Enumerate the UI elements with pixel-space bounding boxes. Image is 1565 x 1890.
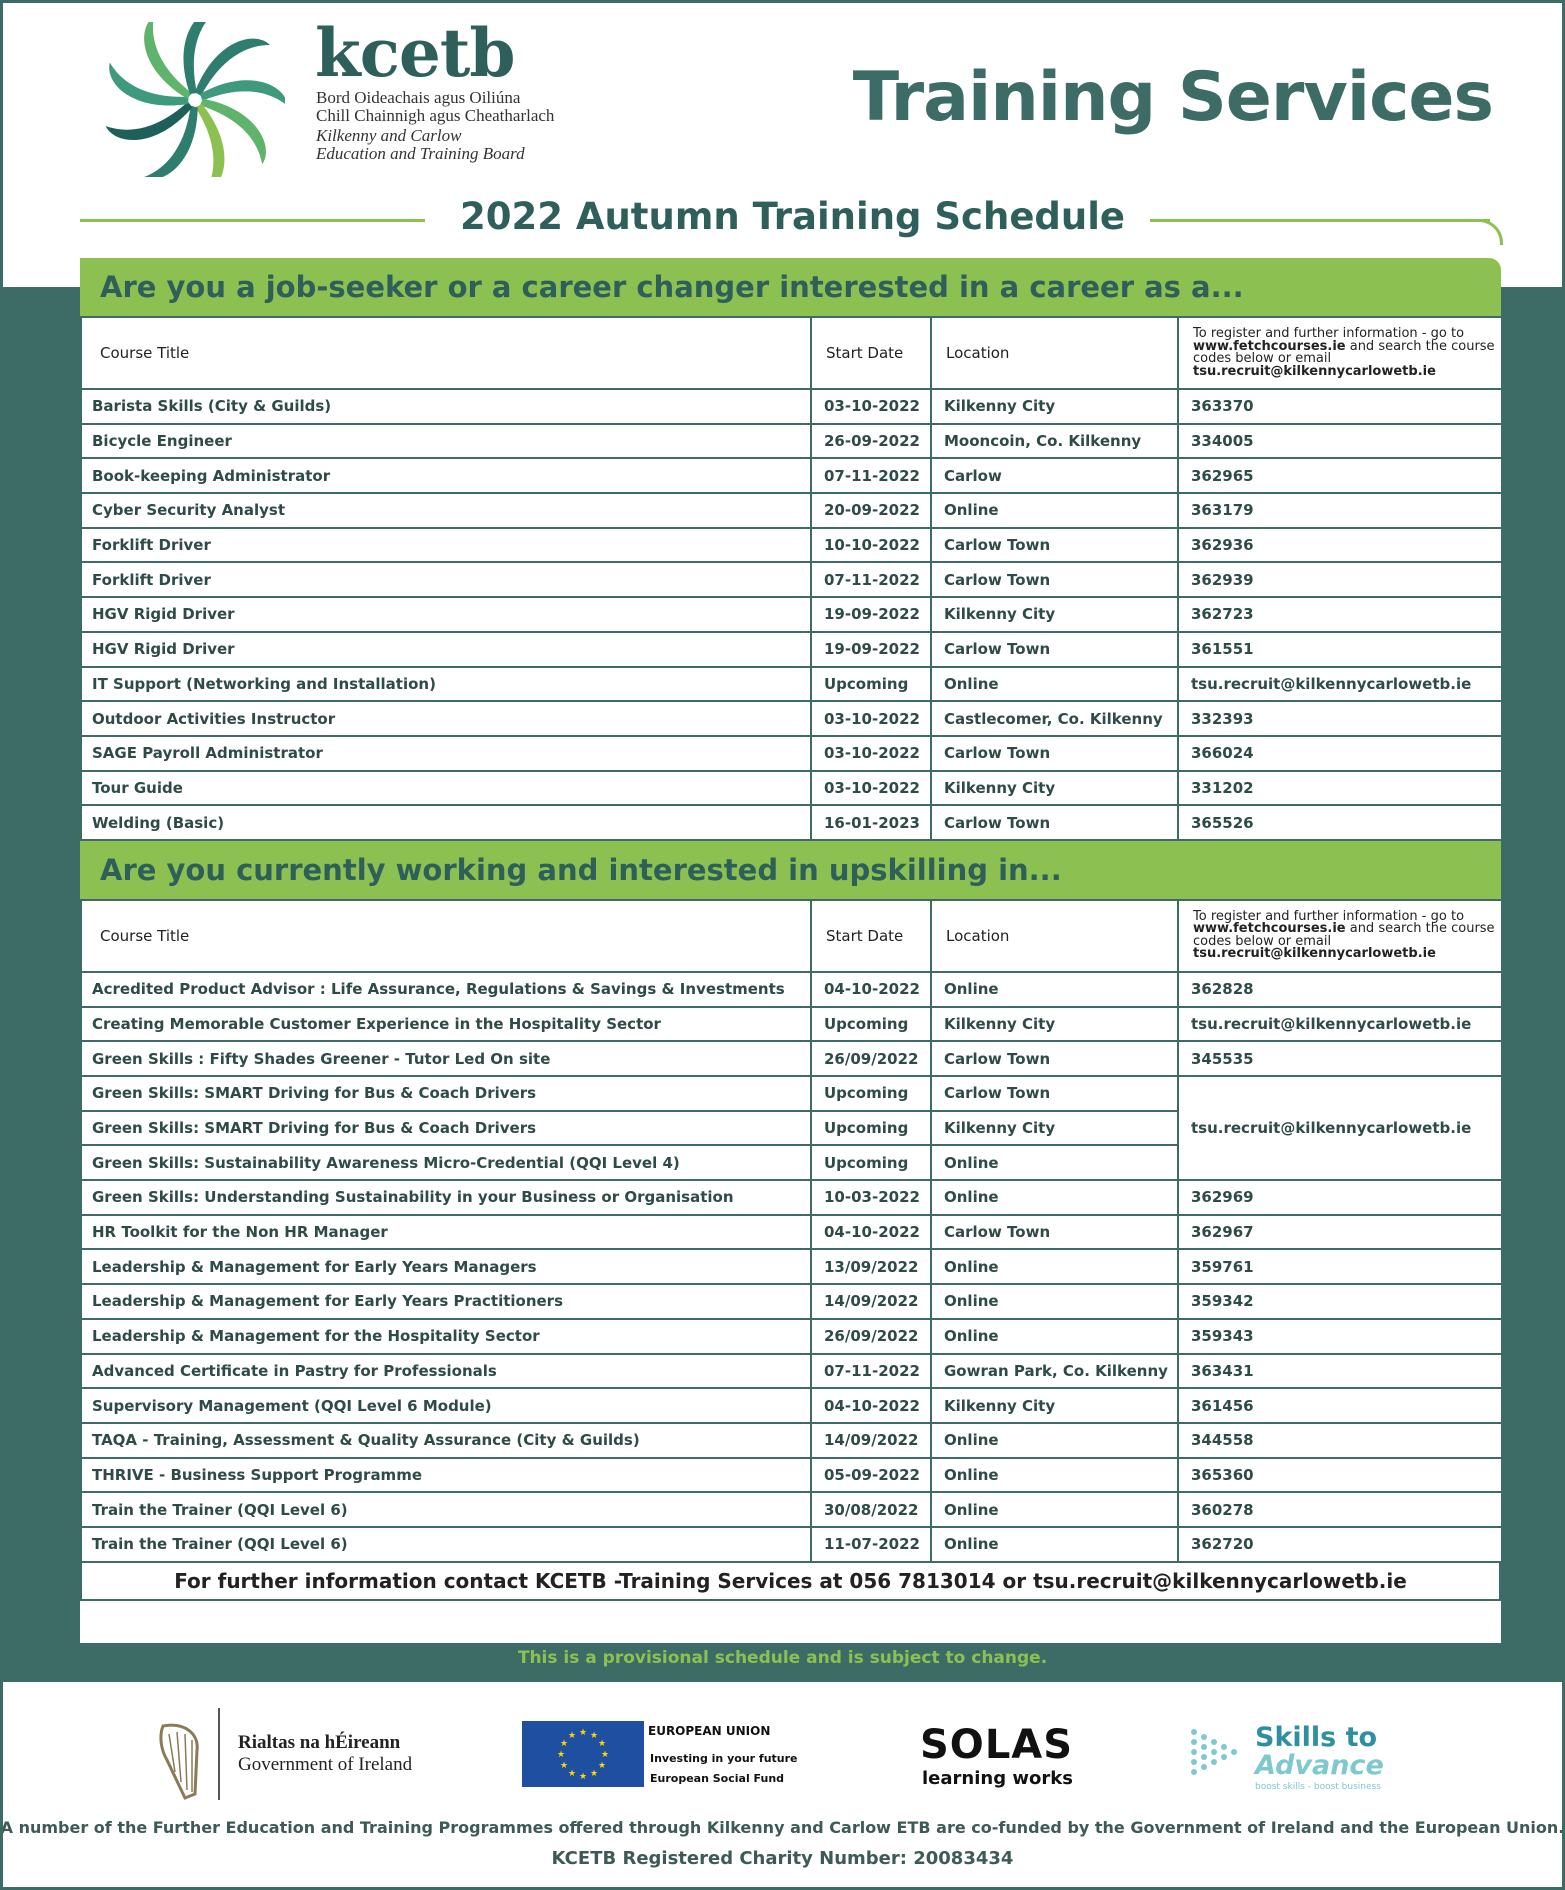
course-code-cell: tsu.recruit@kilkennycarlowetb.ie bbox=[1178, 1076, 1502, 1180]
svg-text:★: ★ bbox=[567, 1731, 577, 1741]
course-title-cell: HGV Rigid Driver bbox=[81, 632, 811, 667]
location-cell: Kilkenny City bbox=[931, 597, 1178, 632]
table-row bbox=[81, 667, 1502, 702]
subtitle-divider-right bbox=[1150, 219, 1490, 222]
table-row bbox=[81, 424, 1502, 459]
skills-to-advance-line-1: Skills to bbox=[1255, 1722, 1378, 1753]
svg-text:★: ★ bbox=[567, 1769, 577, 1779]
start-date-cell: 26/09/2022 bbox=[811, 1041, 931, 1076]
brand-english-line-1: Kilkenny and Carlow bbox=[316, 126, 462, 145]
skills-to-advance-line-2: Advance bbox=[1255, 1750, 1384, 1781]
column-course-title: Course Title bbox=[81, 317, 811, 389]
table-row bbox=[81, 1423, 1502, 1458]
svg-text:★: ★ bbox=[556, 1750, 566, 1760]
start-date-cell: Upcoming bbox=[811, 1076, 931, 1111]
gov-logo-divider bbox=[218, 1708, 220, 1800]
column-start-date: Start Date bbox=[811, 900, 931, 972]
location-cell: Online bbox=[931, 1284, 1178, 1319]
start-date-cell: 10-03-2022 bbox=[811, 1180, 931, 1215]
course-code-cell: 362720 bbox=[1178, 1527, 1502, 1562]
course-code-cell: 362723 bbox=[1178, 597, 1502, 632]
brand-name: kcetb bbox=[315, 14, 515, 92]
course-title-cell: Welding (Basic) bbox=[81, 805, 811, 840]
table-header-row bbox=[81, 900, 1502, 972]
location-cell: Carlow Town bbox=[931, 528, 1178, 563]
column-start-date: Start Date bbox=[811, 317, 931, 389]
table-row bbox=[81, 771, 1502, 806]
page-title: Training Services bbox=[852, 58, 1493, 137]
provisional-note: This is a provisional schedule and is subject to change. bbox=[517, 1648, 1048, 1668]
panel-bottom-gap bbox=[80, 1601, 1501, 1643]
table-row bbox=[81, 1284, 1502, 1319]
course-title-cell: Green Skills: SMART Driving for Bus & Coach Drivers bbox=[81, 1076, 811, 1111]
course-title-cell: THRIVE - Business Support Programme bbox=[81, 1458, 811, 1493]
jobseeker-courses-table bbox=[80, 316, 1503, 841]
start-date-cell: 14/09/2022 bbox=[811, 1423, 931, 1458]
table-row bbox=[81, 528, 1502, 563]
eu-title: EUROPEAN UNION bbox=[648, 1724, 771, 1738]
column-register-info bbox=[1178, 900, 1502, 972]
course-code-cell: tsu.recruit@kilkennycarlowetb.ie bbox=[1178, 1007, 1502, 1042]
column-location: Location bbox=[931, 317, 1178, 389]
course-code-cell: 361456 bbox=[1178, 1388, 1502, 1423]
table-row bbox=[81, 701, 1502, 736]
harp-icon bbox=[155, 1720, 203, 1800]
course-code-cell: 362965 bbox=[1178, 458, 1502, 493]
brand-irish-line-2: Chill Chainnigh agus Cheatharlach bbox=[316, 106, 555, 125]
course-title-cell: Barista Skills (City & Guilds) bbox=[81, 389, 811, 424]
start-date-cell: Upcoming bbox=[811, 667, 931, 702]
location-cell: Online bbox=[931, 667, 1178, 702]
table-row bbox=[81, 632, 1502, 667]
start-date-cell: 13/09/2022 bbox=[811, 1249, 931, 1284]
eu-flag-icon bbox=[522, 1721, 644, 1787]
course-code-cell: 366024 bbox=[1178, 736, 1502, 771]
course-code-cell: 359342 bbox=[1178, 1284, 1502, 1319]
register-website-link[interactable]: www.fetchcourses.ie bbox=[1193, 338, 1346, 354]
course-title-cell: Advanced Certificate in Pastry for Professionals bbox=[81, 1354, 811, 1389]
start-date-cell: 04-10-2022 bbox=[811, 1215, 931, 1250]
location-cell: Online bbox=[931, 1458, 1178, 1493]
course-code-cell: 334005 bbox=[1178, 424, 1502, 459]
location-cell: Gowran Park, Co. Kilkenny bbox=[931, 1354, 1178, 1389]
table-row bbox=[81, 972, 1502, 1007]
jobseeker-courses-body bbox=[81, 389, 1502, 840]
course-code-cell: 359343 bbox=[1178, 1319, 1502, 1354]
course-title-cell: Train the Trainer (QQI Level 6) bbox=[81, 1492, 811, 1527]
course-title-cell: Green Skills: SMART Driving for Bus & Coach Drivers bbox=[81, 1111, 811, 1146]
course-title-cell: Leadership & Management for the Hospitality Sector bbox=[81, 1319, 811, 1354]
skills-to-advance-dots-icon bbox=[1188, 1722, 1248, 1782]
course-title-cell: Leadership & Management for Early Years Practitioners bbox=[81, 1284, 811, 1319]
location-cell: Online bbox=[931, 1492, 1178, 1527]
charity-number: KCETB Registered Charity Number: 20083434 bbox=[551, 1848, 1014, 1869]
brand-irish-line-1: Bord Oideachais agus Oiliúna bbox=[316, 88, 521, 107]
solas-tagline: learning works bbox=[922, 1768, 1073, 1789]
table-row bbox=[81, 458, 1502, 493]
start-date-cell: 04-10-2022 bbox=[811, 972, 931, 1007]
section-jobseeker-heading: Are you a job-seeker or a career changer interested in a career as a... bbox=[80, 258, 1501, 316]
course-title-cell: Leadership & Management for Early Years Managers bbox=[81, 1249, 811, 1284]
location-cell: Carlow Town bbox=[931, 736, 1178, 771]
eu-fund-name: European Social Fund bbox=[650, 1772, 785, 1785]
location-cell: Carlow Town bbox=[931, 1076, 1178, 1111]
svg-text:★: ★ bbox=[597, 1739, 607, 1749]
course-title-cell: Book-keeping Administrator bbox=[81, 458, 811, 493]
location-cell: Kilkenny City bbox=[931, 1111, 1178, 1146]
course-code-cell: 362967 bbox=[1178, 1215, 1502, 1250]
gov-irish-name: Rialtas na hÉireann bbox=[238, 1732, 401, 1753]
kcetb-swirl-logo-icon bbox=[105, 22, 285, 177]
schedule-panel bbox=[80, 258, 1501, 1643]
register-info-text-2: and search the course codes below or email bbox=[1193, 921, 1495, 949]
register-email-link[interactable]: tsu.recruit@kilkennycarlowetb.ie bbox=[1193, 946, 1436, 962]
location-cell: Mooncoin, Co. Kilkenny bbox=[931, 424, 1178, 459]
svg-text:★: ★ bbox=[578, 1772, 588, 1782]
eu-tagline: Investing in your future bbox=[650, 1752, 798, 1765]
table-row bbox=[81, 1354, 1502, 1389]
location-cell: Online bbox=[931, 493, 1178, 528]
course-title-cell: Outdoor Activities Instructor bbox=[81, 701, 811, 736]
course-code-cell: 359761 bbox=[1178, 1249, 1502, 1284]
location-cell: Kilkenny City bbox=[931, 1007, 1178, 1042]
table-row bbox=[81, 805, 1502, 840]
location-cell: Kilkenny City bbox=[931, 389, 1178, 424]
course-code-cell: 362939 bbox=[1178, 562, 1502, 597]
course-code-cell: 331202 bbox=[1178, 771, 1502, 806]
brand-english-line-2: Education and Training Board bbox=[316, 144, 525, 163]
start-date-cell: 05-09-2022 bbox=[811, 1458, 931, 1493]
column-course-title: Course Title bbox=[81, 900, 811, 972]
svg-text:★: ★ bbox=[600, 1750, 610, 1760]
table-row bbox=[81, 1180, 1502, 1215]
location-cell: Online bbox=[931, 1319, 1178, 1354]
table-header-row bbox=[81, 317, 1502, 389]
location-cell: Carlow bbox=[931, 458, 1178, 493]
start-date-cell: 30/08/2022 bbox=[811, 1492, 931, 1527]
course-code-cell: 360278 bbox=[1178, 1492, 1502, 1527]
start-date-cell: 26/09/2022 bbox=[811, 1319, 931, 1354]
table-row bbox=[81, 493, 1502, 528]
gov-english-name: Government of Ireland bbox=[238, 1754, 413, 1775]
register-email-link[interactable]: tsu.recruit@kilkennycarlowetb.ie bbox=[1193, 363, 1436, 379]
table-row bbox=[81, 597, 1502, 632]
table-row bbox=[81, 736, 1502, 771]
table-row bbox=[81, 1492, 1502, 1527]
table-row bbox=[81, 1215, 1502, 1250]
location-cell: Online bbox=[931, 1423, 1178, 1458]
course-title-cell: TAQA - Training, Assessment & Quality Assurance (City & Guilds) bbox=[81, 1423, 811, 1458]
column-register-info bbox=[1178, 317, 1502, 389]
table-row bbox=[81, 1527, 1502, 1562]
start-date-cell: Upcoming bbox=[811, 1145, 931, 1180]
register-website-link[interactable]: www.fetchcourses.ie bbox=[1193, 921, 1346, 937]
course-title-cell: HGV Rigid Driver bbox=[81, 597, 811, 632]
course-code-cell: 363431 bbox=[1178, 1354, 1502, 1389]
start-date-cell: 16-01-2023 bbox=[811, 805, 931, 840]
location-cell: Online bbox=[931, 972, 1178, 1007]
start-date-cell: 07-11-2022 bbox=[811, 562, 931, 597]
start-date-cell: 04-10-2022 bbox=[811, 1388, 931, 1423]
table-row bbox=[81, 1319, 1502, 1354]
course-code-cell: tsu.recruit@kilkennycarlowetb.ie bbox=[1178, 667, 1502, 702]
course-title-cell: Acredited Product Advisor : Life Assurance, Regulations & Savings & Investments bbox=[81, 972, 811, 1007]
course-code-cell: 362828 bbox=[1178, 972, 1502, 1007]
table-row bbox=[81, 1249, 1502, 1284]
course-code-cell: 365360 bbox=[1178, 1458, 1502, 1493]
course-title-cell: Green Skills : Fifty Shades Greener - Tutor Led On site bbox=[81, 1041, 811, 1076]
svg-text:★: ★ bbox=[559, 1761, 569, 1771]
start-date-cell: 07-11-2022 bbox=[811, 458, 931, 493]
header bbox=[0, 0, 1565, 200]
start-date-cell: 10-10-2022 bbox=[811, 528, 931, 563]
location-cell: Carlow Town bbox=[931, 562, 1178, 597]
solas-logo: SOLAS bbox=[920, 1722, 1074, 1768]
table-row bbox=[81, 1388, 1502, 1423]
register-info-text: To register and further information - go to bbox=[1193, 326, 1465, 341]
course-title-cell: Forklift Driver bbox=[81, 562, 811, 597]
location-cell: Online bbox=[931, 1527, 1178, 1562]
course-title-cell: IT Support (Networking and Installation) bbox=[81, 667, 811, 702]
course-title-cell: Train the Trainer (QQI Level 6) bbox=[81, 1527, 811, 1562]
course-title-cell: Green Skills: Understanding Sustainability in your Business or Organisation bbox=[81, 1180, 811, 1215]
location-cell: Carlow Town bbox=[931, 1215, 1178, 1250]
course-code-cell: 363179 bbox=[1178, 493, 1502, 528]
location-cell: Online bbox=[931, 1180, 1178, 1215]
column-location: Location bbox=[931, 900, 1178, 972]
table-row bbox=[81, 389, 1502, 424]
start-date-cell: 11-07-2022 bbox=[811, 1527, 931, 1562]
start-date-cell: 07-11-2022 bbox=[811, 1354, 931, 1389]
start-date-cell: 03-10-2022 bbox=[811, 389, 931, 424]
subtitle-row bbox=[80, 195, 1505, 245]
start-date-cell: 03-10-2022 bbox=[811, 701, 931, 736]
location-cell: Carlow Town bbox=[931, 1041, 1178, 1076]
table-row bbox=[81, 1076, 1502, 1111]
course-title-cell: Tour Guide bbox=[81, 771, 811, 806]
course-code-cell: 361551 bbox=[1178, 632, 1502, 667]
start-date-cell: 03-10-2022 bbox=[811, 736, 931, 771]
start-date-cell: 19-09-2022 bbox=[811, 632, 931, 667]
start-date-cell: 19-09-2022 bbox=[811, 597, 931, 632]
course-title-cell: Cyber Security Analyst bbox=[81, 493, 811, 528]
start-date-cell: Upcoming bbox=[811, 1007, 931, 1042]
course-code-cell: 344558 bbox=[1178, 1423, 1502, 1458]
course-title-cell: Green Skills: Sustainability Awareness Micro-Credential (QQI Level 4) bbox=[81, 1145, 811, 1180]
course-code-cell: 365526 bbox=[1178, 805, 1502, 840]
cofunding-note: A number of the Further Education and Training Programmes offered through Kilkenny and Carlow ETB are co-funded by the Government of Ireland and the European Union. bbox=[0, 1818, 1565, 1837]
register-info-text: To register and further information - go to bbox=[1193, 908, 1465, 924]
location-cell: Kilkenny City bbox=[931, 1388, 1178, 1423]
course-title-cell: SAGE Payroll Administrator bbox=[81, 736, 811, 771]
skills-to-advance-tagline: boost skills - boost business bbox=[1255, 1782, 1381, 1792]
course-title-cell: Forklift Driver bbox=[81, 528, 811, 563]
start-date-cell: 26-09-2022 bbox=[811, 424, 931, 459]
schedule-subtitle: 2022 Autumn Training Schedule bbox=[459, 195, 1126, 238]
svg-text:★: ★ bbox=[559, 1739, 569, 1749]
register-info-text-2: and search the course codes below or email bbox=[1193, 338, 1495, 366]
upskilling-courses-table bbox=[80, 899, 1503, 1563]
course-code-cell: 363370 bbox=[1178, 389, 1502, 424]
table-row bbox=[81, 1041, 1502, 1076]
location-cell: Kilkenny City bbox=[931, 771, 1178, 806]
course-code-cell: 332393 bbox=[1178, 701, 1502, 736]
start-date-cell: 14/09/2022 bbox=[811, 1284, 931, 1319]
course-title-cell: Bicycle Engineer bbox=[81, 424, 811, 459]
funder-logos bbox=[0, 1700, 1565, 1810]
location-cell: Online bbox=[931, 1145, 1178, 1180]
location-cell: Carlow Town bbox=[931, 805, 1178, 840]
location-cell: Online bbox=[931, 1249, 1178, 1284]
contact-info-line: For further information contact KCETB -Training Services at 056 7813014 or tsu.recruit@kilkennycarlowetb.ie bbox=[80, 1563, 1501, 1601]
course-title-cell: HR Toolkit for the Non HR Manager bbox=[81, 1215, 811, 1250]
course-title-cell: Supervisory Management (QQI Level 6 Module) bbox=[81, 1388, 811, 1423]
svg-text:★: ★ bbox=[589, 1769, 599, 1779]
start-date-cell: 03-10-2022 bbox=[811, 771, 931, 806]
course-code-cell: 345535 bbox=[1178, 1041, 1502, 1076]
table-row bbox=[81, 1458, 1502, 1493]
course-title-cell: Creating Memorable Customer Experience in the Hospitality Sector bbox=[81, 1007, 811, 1042]
svg-text:★: ★ bbox=[597, 1761, 607, 1771]
svg-text:★: ★ bbox=[578, 1728, 588, 1738]
start-date-cell: Upcoming bbox=[811, 1111, 931, 1146]
upskilling-courses-body bbox=[81, 972, 1502, 1562]
table-row bbox=[81, 1007, 1502, 1042]
location-cell: Castlecomer, Co. Kilkenny bbox=[931, 701, 1178, 736]
svg-text:★: ★ bbox=[589, 1731, 599, 1741]
course-code-cell: 362936 bbox=[1178, 528, 1502, 563]
section-upskilling-heading: Are you currently working and interested in upskilling in... bbox=[80, 841, 1501, 899]
course-code-cell: 362969 bbox=[1178, 1180, 1502, 1215]
table-row bbox=[81, 562, 1502, 597]
location-cell: Carlow Town bbox=[931, 632, 1178, 667]
start-date-cell: 20-09-2022 bbox=[811, 493, 931, 528]
